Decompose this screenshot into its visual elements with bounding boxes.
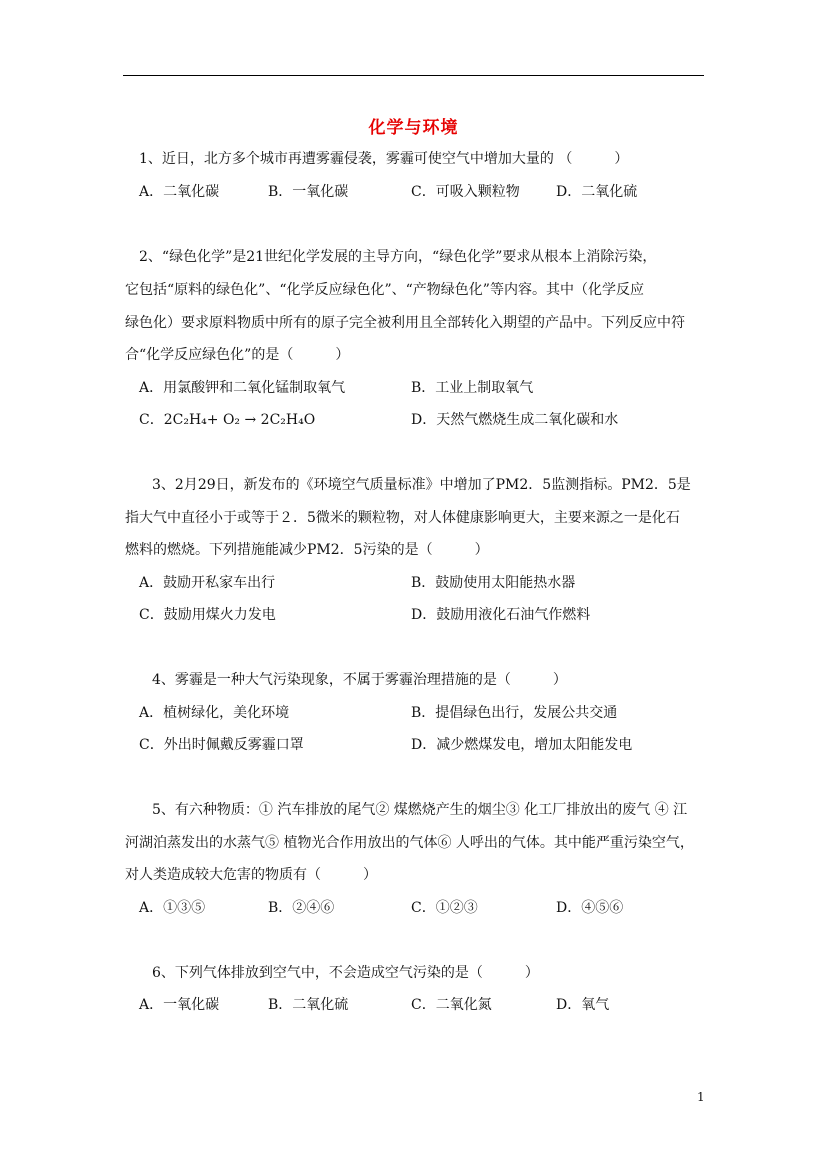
q4-line-1: 4、雾霾是一种大气污染现象，不属于雾霾治理措施的是（ ） [152, 672, 567, 688]
q2-line-2: 它包括“原料的绿色化”、“化学反应绿色化”、“产物绿色化”等内容。其中（化学反应 [125, 282, 644, 298]
page-title: 化学与环境 [368, 118, 459, 138]
q2-line-1: 2、“绿色化学”是21世纪化学发展的主导方向，“绿色化学”要求从根本上消除污染， [139, 249, 657, 265]
q2-option-c: C．2C₂H₄+ O₂ → 2C₂H₄O [139, 412, 316, 428]
q3-line-3: 燃料的燃烧。下列措施能减少PM2．5污染的是（ ） [125, 542, 489, 558]
q6-line-1: 6、下列气体排放到空气中，不会造成空气污染的是（ ） [152, 965, 539, 981]
q1-line-1: 1、近日，北方多个城市再遭雾霾侵袭，雾霾可使空气中增加大量的 （ ） [139, 151, 629, 167]
q3-option-b: B．鼓励使用太阳能热水器 [411, 575, 576, 591]
q3-line-2: 指大气中直径小于或等于２．5微米的颗粒物，对人体健康影响更大，主要来源之一是化石 [125, 510, 680, 526]
q5-option-b: B．②④⑥ [268, 900, 335, 916]
q4-option-a: A．植树绿化，美化环境 [139, 705, 290, 721]
q6-option-a: A．一氧化碳 [139, 997, 220, 1013]
q6-option-b: B．二氧化硫 [268, 997, 349, 1013]
q2-line-4: 合“化学反应绿色化”的是（ ） [125, 347, 350, 363]
q1-option-a: A．二氧化碳 [139, 184, 220, 200]
q4-option-b: B．提倡绿色出行，发展公共交通 [411, 705, 618, 721]
q5-option-d: D．④⑤⑥ [556, 900, 624, 916]
q1-option-d: D．二氧化硫 [556, 184, 638, 200]
q5-line-2: 河湖泊蒸发出的水蒸气⑤ 植物光合作用放出的气体⑥ 人呼出的气体。其中能严重污染空气， [125, 835, 694, 851]
header-rule [123, 75, 704, 76]
q3-option-c: C．鼓励用煤火力发电 [139, 607, 276, 623]
page-number: 1 [697, 1090, 705, 1104]
q2-option-a: A．用氯酸钾和二氧化锰制取氧气 [139, 380, 346, 396]
q2-option-d: D．天然气燃烧生成二氧化碳和水 [411, 412, 619, 428]
q2-option-b: B．工业上制取氧气 [411, 380, 534, 396]
q3-option-d: D．鼓励用液化石油气作燃料 [411, 607, 591, 623]
q5-line-3: 对人类造成较大危害的物质有（ ） [125, 867, 377, 883]
q3-option-a: A．鼓励开私家车出行 [139, 575, 276, 591]
q5-line-1: 5、有六种物质：① 汽车排放的尾气② 煤燃烧产生的烟尘③ 化工厂排放出的废气 ④ 江 [152, 802, 688, 818]
q3-line-1: 3、2月29日，新发布的《环境空气质量标准》中增加了PM2．5监测指标。PM2．5是 [152, 477, 691, 493]
q5-option-a: A．①③⑤ [139, 900, 206, 916]
q6-option-d: D．氧气 [556, 997, 610, 1013]
q5-option-c: C．①②③ [411, 900, 478, 916]
q4-option-c: C．外出时佩戴反雾霾口罩 [139, 737, 304, 753]
q1-option-c: C．可吸入颗粒物 [411, 184, 520, 200]
q2-line-3: 绿色化）要求原料物质中所有的原子完全被利用且全部转化入期望的产品中。下列反应中符 [125, 315, 685, 331]
q6-option-c: C．二氧化氮 [411, 997, 492, 1013]
q1-option-b: B．一氧化碳 [268, 184, 349, 200]
q4-option-d: D．减少燃煤发电，增加太阳能发电 [411, 737, 633, 753]
